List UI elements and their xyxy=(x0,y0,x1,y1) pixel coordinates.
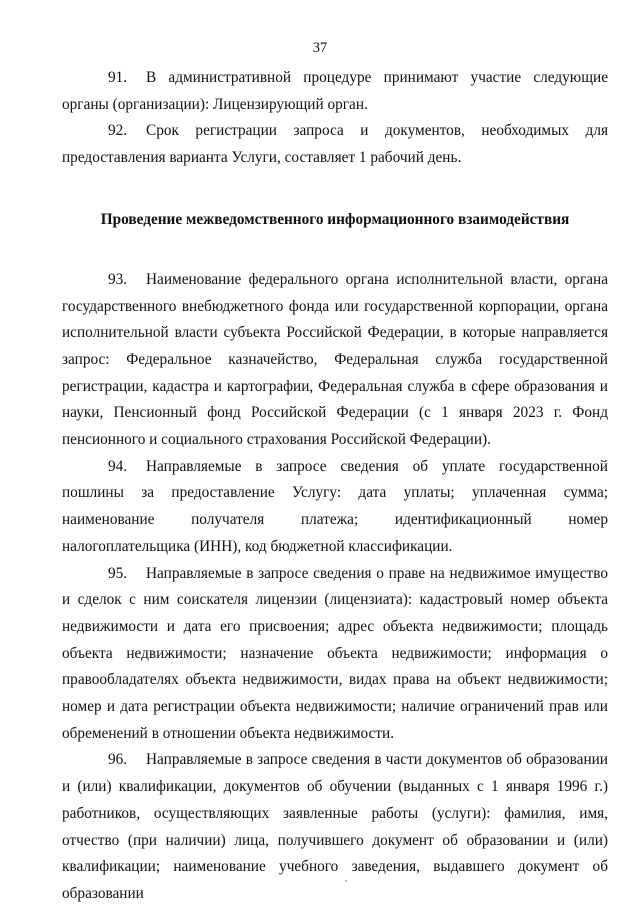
paragraph-text: Направляемые в запросе сведения в части документов об образовании и (или) квалификации, документов об обучении (выданных с 1 января 1996 г.) работников, осуществляющих заявленные работы (услуги): фамилия, имя, отчество (при наличии) лица, получившего документ об образовании и (или) квалификации; наименование учебного заведения, выдавшего документ об образовании xyxy=(62,751,608,902)
paragraph-text: Наименование федерального органа исполнительной власти, органа государственного внебюджетного фонда или государственной корпорации, органа исполнительной власти субъекта Российской Федерации, в которые направляется запрос: Федеральное казначейство, Федеральная служба государственной регистрации, кадастра и картографии, Федеральная служба в сфере образования и науки, Пенсионный фонд Российской Федерации (с 1 января 2023 г. Фонд пенсионного и социального страхования Российской Федерации). xyxy=(62,270,608,449)
paragraph-text: Направляемые в запросе сведения об уплате государственной пошлины за предоставление Услугу: дата уплаты; уплаченная сумма; наименование получателя платежа; идентификационный номер налогоплательщика (ИНН), код бюджетной классификации. xyxy=(62,457,608,555)
paragraph-number: 91. xyxy=(108,69,128,86)
paragraph-96 xyxy=(62,747,608,907)
paragraph-number: 92. xyxy=(108,122,128,140)
paragraph-94 xyxy=(62,454,608,561)
paragraph-number: 96. xyxy=(108,751,128,769)
paragraph-95 xyxy=(62,561,608,748)
paragraph-text: Срок регистрации запроса и документов, необходимых для предоставления варианта Услуги, составляет 1 рабочий день. xyxy=(62,122,608,167)
paragraph-92 xyxy=(62,118,608,171)
scan-speck xyxy=(345,880,347,882)
section-heading: Проведение межведомственного информационного взаимодействия xyxy=(100,210,570,228)
paragraph-91 xyxy=(62,65,608,118)
document-body xyxy=(62,65,608,908)
paragraph-number: 95. xyxy=(108,564,128,582)
page-number: 37 xyxy=(312,40,328,56)
paragraph-number: 94. xyxy=(108,457,128,475)
paragraph-93 xyxy=(62,267,608,454)
paragraph-text: Направляемые в запросе сведения о праве на недвижимое имущество и сделок с ним соискателя лицензии (лицензиата): кадастровый номер объекта недвижимости и дата его присвоения; адрес объекта недвижимости; площадь объекта недвижимости; назначение объекта недвижимости; информация о правообладателях объекта недвижимости, видах права на объект недвижимости; номер и дата регистрации объекта недвижимости; наличие ограничений прав или обременений в отношении объекта недвижимости. xyxy=(62,564,608,742)
paragraph-number: 93. xyxy=(108,270,128,288)
paragraph-text: В административной процедуре принимают участие следующие органы (организации): Лицензирующий орган. xyxy=(62,69,608,113)
